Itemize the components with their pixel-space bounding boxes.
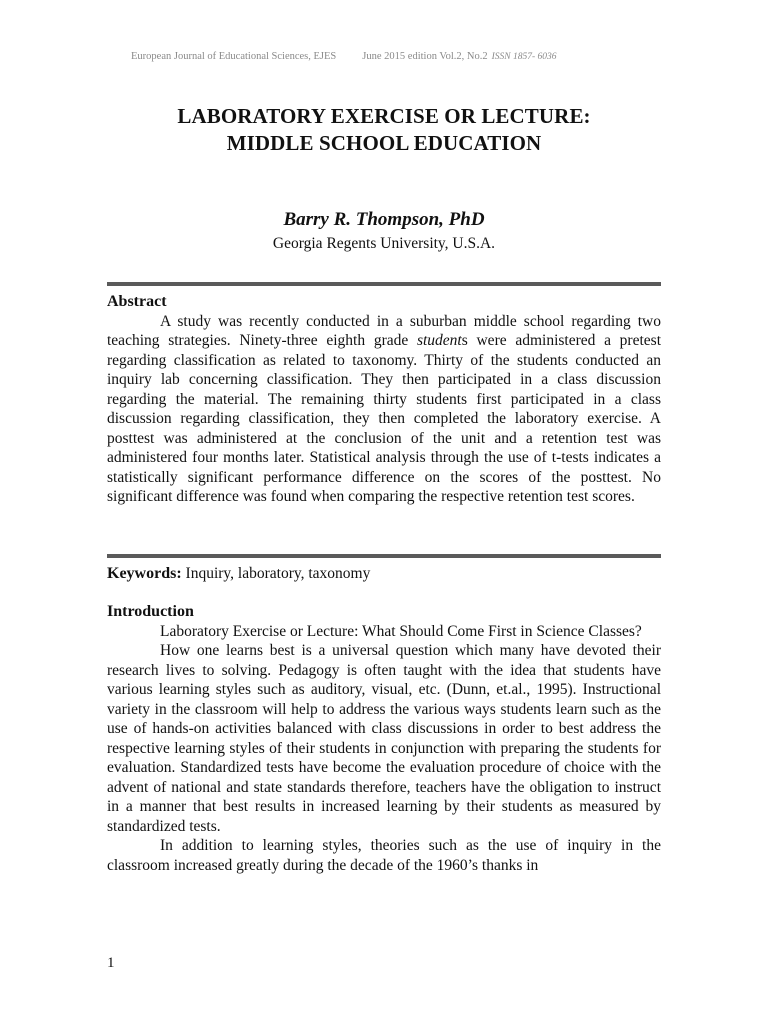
introduction-heading: Introduction: [107, 603, 194, 620]
keywords-value: Inquiry, laboratory, taxonomy: [185, 565, 371, 582]
keywords-section: [107, 564, 661, 584]
abstract-text-part-2: s were administered a pretest regarding classification as related to taxonomy. Thirty of the students conducted an inquiry lab concerning classification. They then participated in a class discussion regarding the material. The remaining thirty students first participated in a class discussion regarding classification, they then completed the laboratory exercise. A posttest was administered at the conclusion of the unit and a retention test was administered four months later. Statistical analysis through the use of t-tests indicates a statistically significant performance difference on the scores of the posttest. No significant difference was found when comparing the respective retention test scores.: [107, 332, 661, 505]
abstract-text: [107, 312, 661, 507]
introduction-paragraph: Laboratory Exercise or Lecture: What Should Come First in Science Classes?: [160, 622, 642, 640]
author-name: Barry R. Thompson, PhD: [283, 209, 485, 230]
title-line-2: MIDDLE SCHOOL EDUCATION: [226, 131, 542, 155]
edition-info: June 2015 edition Vol.2, No.2: [362, 51, 488, 62]
page-number: 1: [107, 955, 115, 971]
issn: ISSN 1857- 6036: [491, 52, 557, 62]
divider-bottom: [107, 554, 661, 558]
introduction-section: [107, 602, 661, 875]
title-line-1: LABORATORY EXERCISE OR LECTURE:: [177, 104, 591, 128]
keywords-label: Keywords:: [107, 565, 182, 582]
introduction-paragraph: In addition to learning styles, theories such as the use of inquiry in the classroom increased greatly during the decade of the 1960’s thanks in: [107, 837, 661, 874]
abstract-heading: Abstract: [107, 293, 167, 310]
paper-title: [0, 103, 768, 157]
abstract-text-italic: student: [416, 332, 462, 349]
abstract-section: [107, 292, 661, 507]
divider-top: [107, 282, 661, 286]
author-affiliation: Georgia Regents University, U.S.A.: [272, 235, 496, 252]
introduction-paragraph: How one learns best is a universal question which many have devoted their research lives to solving. Pedagogy is often taught with the idea that students have various learning styles such as auditory, visual, etc. (Dunn, et.al., 1995). Instructional variety in the classroom will help to address the various ways students learn such as the use of hands-on activities balanced with class discussions in order to best address the respective learning styles of their students in conjunction with preparing the students for evaluation. Standardized tests have become the evaluation procedure of choice with the advent of national and state standards therefore, teachers have the obligation to instruct in a manner that best results in increased learning by their students as measured by standardized tests.: [107, 642, 661, 835]
journal-name: European Journal of Educational Sciences, EJES: [131, 51, 337, 62]
running-header: [131, 51, 651, 62]
abstract-text-part-1: A study was recently conducted in a suburban middle school regarding two teaching strategies. Ninety-three eighth grade: [107, 312, 661, 349]
